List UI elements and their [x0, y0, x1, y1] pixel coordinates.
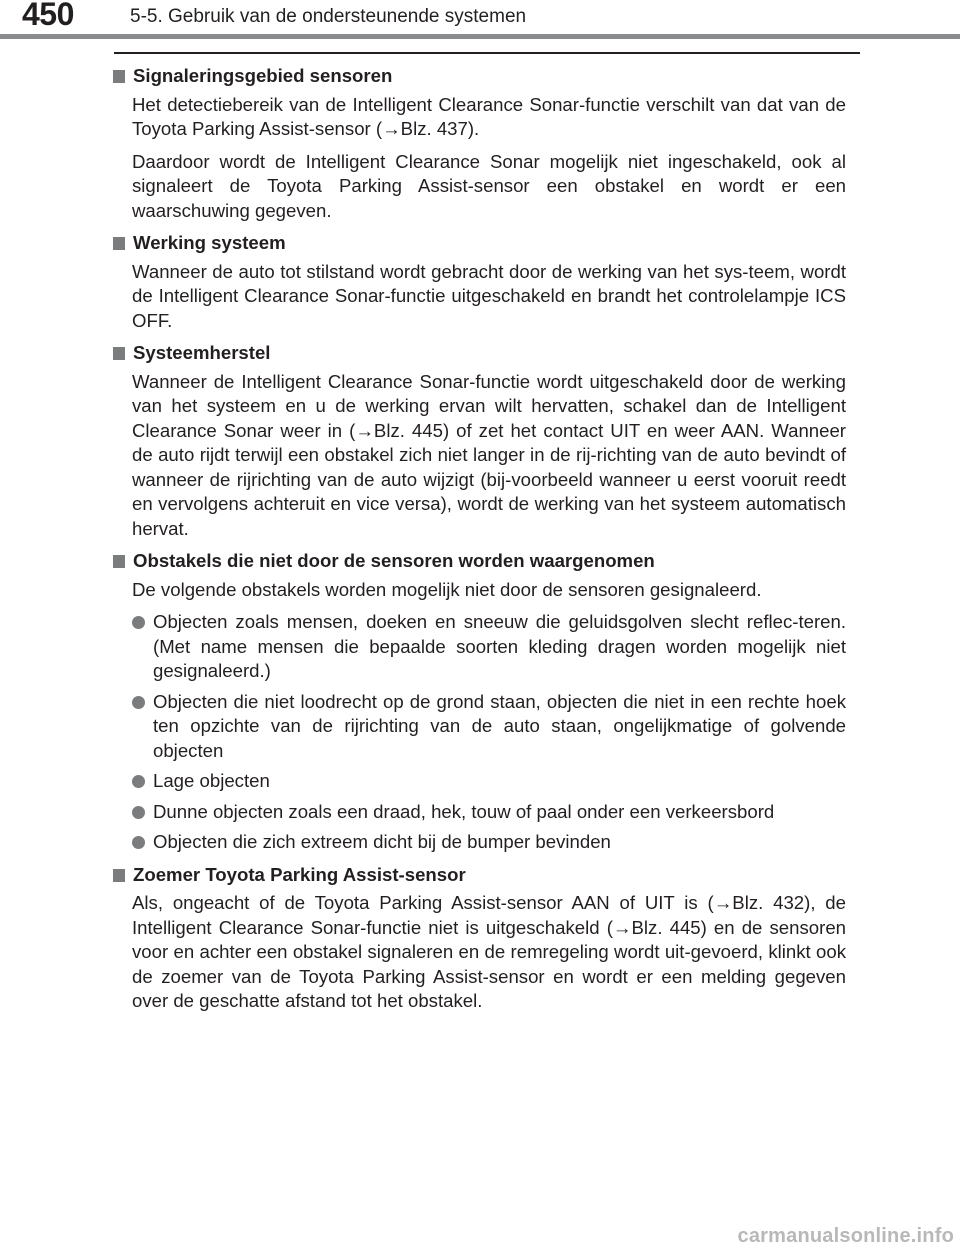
section-heading: Signaleringsgebied sensoren	[133, 65, 393, 86]
header-rule	[114, 52, 860, 54]
circle-bullet-icon	[132, 696, 145, 709]
watermark: carmanualsonline.info	[737, 1225, 954, 1247]
square-bullet-icon	[113, 70, 125, 83]
list-item-text: Objecten die niet loodrecht op de grond staan, objecten die niet in een rechte hoek ten opzichte van de rijrichting van de auto staan, ongelijkmatige of golvende objecten	[153, 690, 846, 761]
paragraph: Als, ongeacht of de Toyota Parking Assist-sensor AAN of UIT is (→Blz. 432), de Intelligent Clearance Sonar-functie niet is uitgeschakeld (→Blz. 445) en de sensoren voor en achter een obstakel signaleren en de remregeling wordt uit-gevoerd, klinkt ook de zoemer van de Toyota Parking Assist-sensor en wordt er een melding gegeven over de geschatte afstand tot het obstakel.	[132, 892, 846, 1011]
section-zoemer	[110, 863, 846, 1014]
section-heading: Systeemherstel	[133, 342, 271, 363]
list-item	[132, 610, 846, 684]
square-bullet-icon	[113, 237, 125, 250]
paragraph: Daardoor wordt de Intelligent Clearance Sonar mogelijk niet ingeschakeld, ook al signaleert de Toyota Parking Assist-sensor een obstakel en wordt er een waarschuwing gegeven.	[132, 150, 846, 221]
list-item-text: Objecten zoals mensen, doeken en sneeuw die geluidsgolven slecht reflec-teren. (Met name mensen die bepaalde soorten kleding dragen worden mogelijk niet gesignaleerd.)	[153, 611, 846, 681]
circle-bullet-icon	[132, 616, 145, 629]
section-systeemherstel	[110, 341, 846, 541]
page-number: 450	[22, 0, 74, 32]
list-item-text: Dunne objecten zoals een draad, hek, touw of paal onder een verkeersbord	[153, 800, 775, 822]
section-heading: Werking systeem	[133, 232, 286, 253]
list-item	[132, 690, 846, 764]
square-bullet-icon	[113, 555, 125, 568]
section-heading: Obstakels die niet door de sensoren worden waargenomen	[133, 550, 655, 571]
list-item-text: Lage objecten	[153, 770, 270, 791]
chapter-title: 5-5. Gebruik van de ondersteunende systemen	[130, 6, 527, 27]
paragraph: De volgende obstakels worden mogelijk niet door de sensoren gesignaleerd.	[132, 578, 762, 600]
circle-bullet-icon	[132, 836, 145, 849]
list-item	[132, 800, 846, 825]
section-werking-systeem	[110, 231, 846, 333]
section-heading: Zoemer Toyota Parking Assist-sensor	[133, 863, 466, 885]
square-bullet-icon	[113, 347, 125, 360]
circle-bullet-icon	[132, 775, 145, 788]
paragraph: Wanneer de auto tot stilstand wordt gebracht door de werking van het sys-teem, wordt de Intelligent Clearance Sonar-functie uitgeschakeld en brandt het controlelampje ICS OFF.	[132, 260, 846, 331]
list-item	[132, 830, 846, 855]
paragraph: Wanneer de Intelligent Clearance Sonar-functie wordt uitgeschakeld door de werking van het systeem en u de werking ervan wilt hervatten, schakel dan de Intelligent Clearance Sonar weer in (→Blz. 445) of zet het contact UIT en weer AAN. Wanneer de auto rijdt terwijl een obstakel zich niet langer in de rij-richting van de auto bevindt of wanneer de rijrichting van de auto wijzigt (bij-voorbeeld wanneer u eerst vooruit reedt en vervolgens achteruit en vice versa), wordt de werking van het systeem automatisch hervat.	[132, 370, 846, 539]
paragraph: Het detectiebereik van de Intelligent Clearance Sonar-functie verschilt van dat van de Toyota Parking Assist-sensor (→Blz. 437).	[132, 93, 846, 139]
section-obstakels	[110, 549, 846, 855]
obstacle-list	[132, 610, 846, 855]
circle-bullet-icon	[132, 806, 145, 819]
page-content	[110, 64, 846, 1022]
header-bar	[0, 34, 960, 39]
list-item-text: Objecten die zich extreem dicht bij de bumper bevinden	[153, 831, 611, 852]
list-item	[132, 769, 846, 794]
section-signaleringsgebied	[110, 64, 846, 223]
square-bullet-icon	[113, 869, 125, 882]
